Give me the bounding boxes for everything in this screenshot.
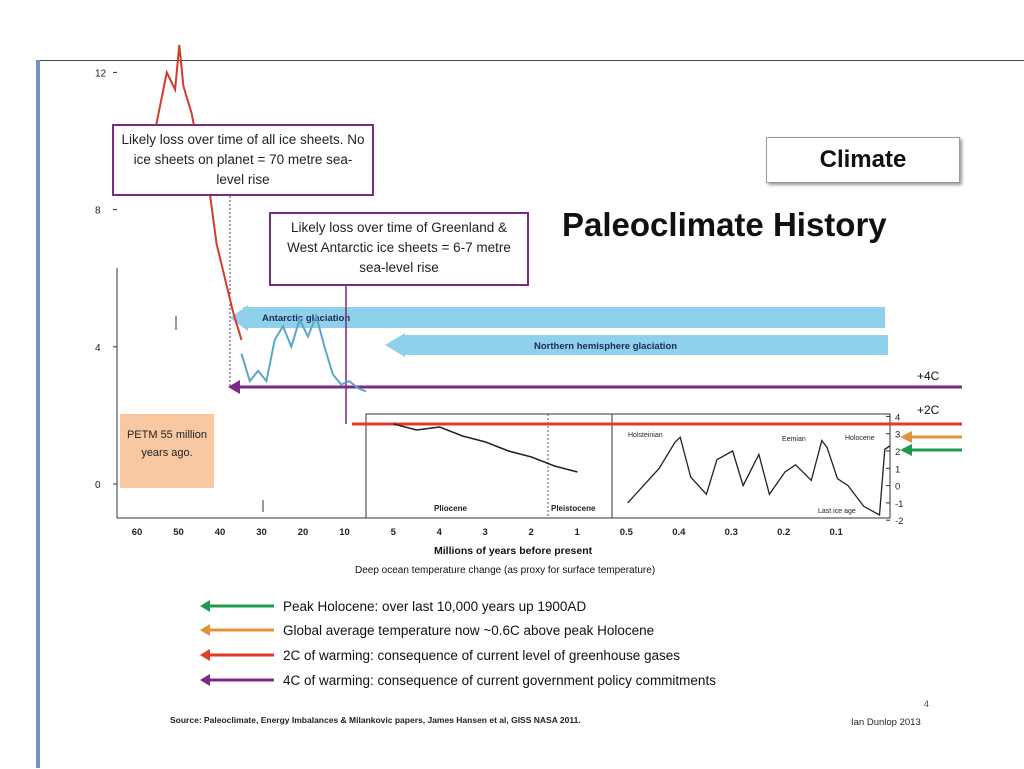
y-tick-label-right: -1 <box>895 498 904 510</box>
climate-badge: Climate <box>766 137 960 183</box>
glaciation-band-label: Northern hemisphere glaciation <box>534 341 678 352</box>
glaciation-band-label: Antarctic glaciation <box>262 313 351 324</box>
x-tick-label: 0.4 <box>672 527 686 538</box>
x-tick-label: 2 <box>528 527 534 538</box>
x-tick-label: 5 <box>390 527 396 538</box>
x-tick-label: 0.2 <box>777 527 791 538</box>
page-number: 4 <box>924 699 930 709</box>
x-tick-label: 60 <box>131 527 143 538</box>
epoch-label-pliocene: Pliocene <box>434 504 467 513</box>
epoch-label-holocene: Holocene <box>845 435 875 442</box>
epoch-label-pleistocene: Pleistocene <box>551 504 596 513</box>
y-tick-label-left: 12 <box>95 68 107 80</box>
x-tick-label: 1 <box>574 527 580 538</box>
x-tick-label: 30 <box>256 527 267 538</box>
epoch-label-holsteinian: Holsteinian <box>628 432 663 439</box>
x-axis-label: Millions of years before present <box>434 545 593 557</box>
x-tick-label: 50 <box>173 527 184 538</box>
y-tick-label-left: 4 <box>95 342 101 354</box>
y-tick-label-right: 3 <box>895 429 901 441</box>
source-citation: Source: Paleoclimate, Energy Imbalances & Milankovic papers, James Hansen et al, GISS NASA 2011. <box>170 715 581 725</box>
x-tick-label: 0.5 <box>619 527 633 538</box>
inset-panel-frame <box>612 414 890 518</box>
temperature-marker-arrowhead <box>900 431 912 443</box>
warming-line-4c-arrowhead <box>228 380 240 394</box>
x-tick-label: 4 <box>436 527 442 538</box>
petm-note: PETM 55 million years ago. <box>120 414 214 488</box>
y-tick-label-left: 8 <box>95 205 101 217</box>
warming-label-2c: +2C <box>917 403 940 417</box>
legend-text: Global average temperature now ~0.6C above peak Holocene <box>283 623 655 638</box>
orange-arrow-icon <box>200 622 276 638</box>
y-tick-label-right: 4 <box>895 412 901 424</box>
y-tick-label-right: -2 <box>895 516 904 528</box>
x-tick-label: 40 <box>214 527 226 538</box>
temperature-marker-arrowhead <box>900 444 912 456</box>
epoch-label-eemian: Eemian <box>782 436 806 443</box>
x-tick-label: 3 <box>482 527 488 538</box>
callout-greenland-west-antarctic: Likely loss over time of Greenland & West Antarctic ice sheets = 6-7 metre sea-level rise <box>269 212 529 286</box>
x-tick-label: 20 <box>297 527 309 538</box>
x-tick-label: 0.1 <box>829 527 843 538</box>
y-tick-label-right: 0 <box>895 481 901 493</box>
chart-caption: Deep ocean temperature change (as proxy for surface temperature) <box>355 565 656 576</box>
y-tick-label-right: 1 <box>895 464 901 476</box>
y-tick-label-left: 0 <box>95 480 101 491</box>
legend-text: 2C of warming: consequence of current level of greenhouse gases <box>283 648 680 663</box>
callout-all-ice-sheets: Likely loss over time of all ice sheets. No ice sheets on planet = 70 metre sea-level rise <box>112 124 374 196</box>
legend-text: Peak Holocene: over last 10,000 years up 1900AD <box>283 599 587 614</box>
y-tick-label-right: 2 <box>895 447 901 458</box>
warming-label-4c: +4C <box>917 369 940 383</box>
inset-panel-frame <box>366 414 612 518</box>
red-arrow-icon <box>200 647 276 663</box>
glaciation-band-arrow <box>385 333 405 357</box>
purple-arrow-icon <box>200 672 276 688</box>
green-arrow-icon <box>200 598 276 614</box>
epoch-label-last-ice-age: Last ice age <box>818 508 856 515</box>
author-credit: Ian Dunlop 2013 <box>851 717 921 728</box>
legend-text: 4C of warming: consequence of current government policy commitments <box>283 673 716 688</box>
page-title: Paleoclimate History <box>562 206 887 243</box>
x-tick-label: 0.3 <box>724 527 738 538</box>
x-tick-label: 10 <box>339 527 350 538</box>
